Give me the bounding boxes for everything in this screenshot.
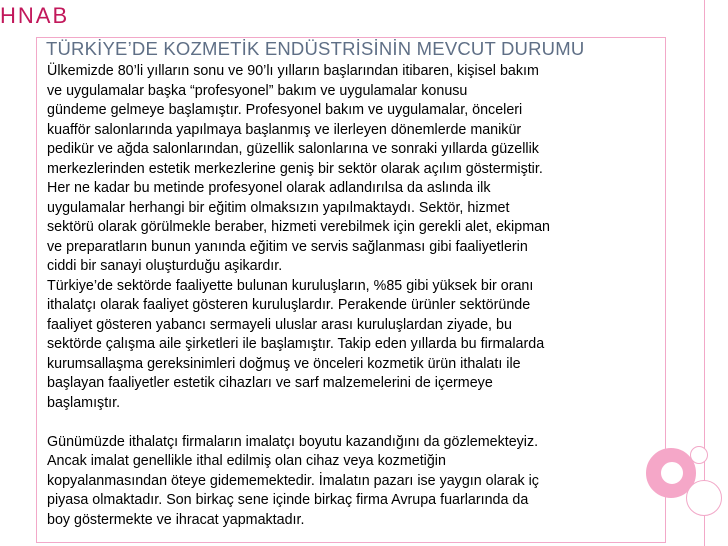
decorative-circle-inner [661,462,683,484]
slide-title: TÜRKİYE’DE KOZMETİK ENDÜSTRİSİNİN MEVCUT DURUMU [46,38,585,59]
paragraph-1: Ülkemizde 80’li yılların sonu ve 90’lı yılların başlarından itibaren, kişisel bakım ve uygulamalar başka “profesyonel” bakım ve uygulamalar konusu gündeme gelmeye başlamıştır. Profesyonel bakım ve uygulamalar, önceleri kuafför salonlarında yapılmaya başlanmış ve ilerleyen dönemlerde manikür pedikür ve ağda salonlarından, güzellik salonlarına ve sonraki yıllarda güzellik merkezlerinden estetik merkezlerine geniş bir sektör olarak açılım göstermiştir. [47,63,543,177]
decorative-circle-ring [686,480,722,516]
paragraph-2: Her ne kadar bu metinde profesyonel olarak adlandırılsa da aslında ilk uygulamalar herhangi bir eğitim olmaksızın yapılmaktaydı. Sektör, hizmet sektörü olarak görülmekle beraber, hizmeti verebilmek için gerekli alet, ekipman ve preparatların bunun yanında eğitim ve servis sağlanması gibi faaliyetlerin ciddi bir sanayi oluşturduğu aşikardır. [47,180,551,274]
paragraph-3: Türkiye’de sektörde faaliyette bulunan kuruluşların, %85 gibi yüksek bir oranı ithalatçı olarak faaliyet gösteren kuruluşlardır. Perakende ürünler sektöründe faaliyet gösteren yabancı sermayeli uluslar arası kuruluşlardan ziyade, bu sektörde çalışma aile şirketleri ile başlamıştır. Takip eden yıllarda bu firmalarda kurumsallaşma gereksinimleri doğmuş ve önceleri kozmetik ürün ithalatı ile başlayan faaliyetler estetik cihazları ve sarf malzemelerini de içermeye başlamıştır. [47,277,545,411]
decorative-side-line [704,0,705,546]
corner-text: HNAB [0,3,70,28]
decorative-circle-dot [690,446,708,464]
paragraph-4: Günümüzde ithalatçı firmaların imalatçı boyutu kazandığını da gözlemekteyiz. Ancak imalat genellikle ithal edilmiş olan cihaz veya kozmetiğin kopyalanmasından öteye gidememektedir. İmalatın pazarı ise yaygın olarak iç piyasa olmaktadır. Son birkaç sene içinde birkaç firma Avrupa fuarlarında da boy göstermekte ve ihracat yapmaktadır. [47,433,539,528]
slide-body [47,62,632,530]
